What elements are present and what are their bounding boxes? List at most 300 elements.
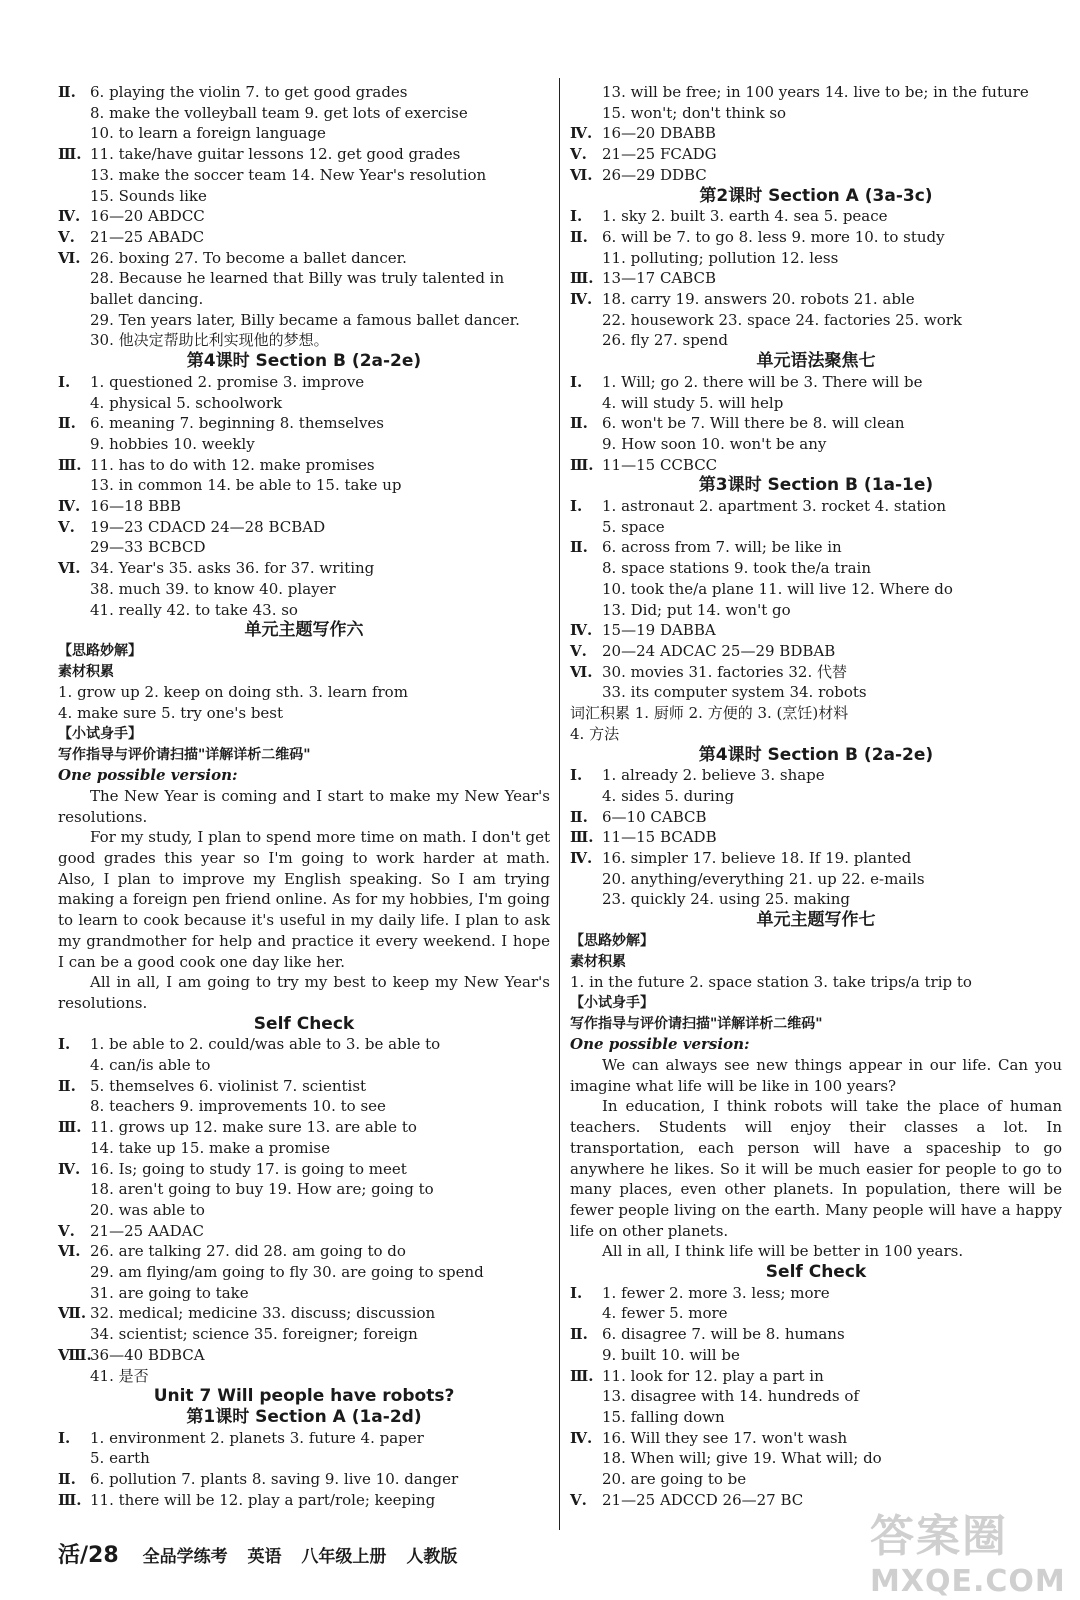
section-heading (570, 475, 1062, 496)
line-text: 16. Is; going to study 17. is going to meet (90, 1159, 407, 1178)
roman-numeral: Ⅲ. (58, 145, 82, 164)
answer-line (570, 434, 1062, 455)
answer-line (570, 641, 1062, 662)
answer-line (58, 1428, 550, 1449)
line-text: 31. are going to take (90, 1283, 249, 1302)
line-text: 13. in common 14. be able to 15. take up (90, 476, 402, 495)
line-text: 11. there will be 12. play a part/role; keeping (90, 1490, 436, 1509)
roman-numeral: Ⅳ. (58, 497, 81, 516)
answer-line (58, 517, 550, 538)
essay-paragraph (570, 1055, 1062, 1096)
answer-line (58, 537, 550, 558)
subheading (58, 641, 550, 662)
version-label (58, 765, 550, 786)
answer-line (58, 1076, 550, 1097)
line-text: 素材积累 (58, 663, 114, 680)
answer-line (570, 413, 1062, 434)
line-text: 6—10 CABCB (602, 807, 707, 826)
essay-paragraph (58, 827, 550, 972)
answer-line (570, 662, 1062, 683)
answer-line (58, 413, 550, 434)
line-text: 第1课时 Section A (1a-2d) (186, 1407, 422, 1427)
line-text: 13. will be free; in 100 years 14. live to be; in the future (602, 83, 1029, 101)
section-heading (570, 1262, 1062, 1283)
line-text: 41. really 42. to take 43. so (90, 600, 298, 619)
line-text: One possible version: (570, 1035, 750, 1054)
line-text: Self Check (765, 1262, 867, 1283)
line-text: 32. medical; medicine 33. discuss; discussion (90, 1304, 436, 1323)
line-text: 29. am flying/am going to fly 30. are going to spend (90, 1263, 484, 1282)
answer-line (58, 1448, 550, 1469)
roman-numeral: Ⅴ. (58, 227, 75, 246)
line-text: 10. to learn a foreign language (90, 124, 326, 143)
line-text: 第2课时 Section A (3a-3c) (699, 185, 933, 206)
roman-numeral: Ⅰ. (58, 1428, 71, 1447)
roman-numeral: Ⅴ. (58, 1221, 75, 1240)
line-text: 第3课时 Section B (1a-1e) (698, 475, 934, 496)
line-text: 4. 方法 (570, 724, 620, 743)
answer-line (570, 455, 1062, 476)
line-text: 【小试身手】 (58, 725, 142, 742)
line-text: 6. won't be 7. Will there be 8. will clean (602, 414, 905, 433)
answer-line (58, 268, 550, 289)
watermark-url: MXQE.COM (870, 1564, 1066, 1599)
roman-numeral: Ⅰ. (58, 372, 71, 391)
line-text: 9. How soon 10. won't be any (602, 434, 827, 453)
answer-line (570, 393, 1062, 414)
answer-line (58, 372, 550, 393)
roman-numeral: Ⅰ. (58, 1035, 71, 1054)
line-text: 素材积累 (570, 953, 626, 970)
essay-paragraph (58, 786, 550, 827)
answer-line (58, 310, 550, 331)
line-text: 20. anything/everything 21. up 22. e-mails (602, 869, 925, 888)
line-text: 1. already 2. believe 3. shape (602, 766, 825, 785)
line-text: ballet dancing. (90, 290, 204, 309)
line-text: 18. carry 19. answers 20. robots 21. able (602, 290, 915, 309)
answer-line (58, 1221, 550, 1242)
answer-line (58, 289, 550, 310)
answer-line (58, 186, 550, 207)
roman-numeral: Ⅱ. (570, 414, 588, 433)
subheading (570, 993, 1062, 1014)
line-text: 34. scientist; science 35. foreigner; foreign (90, 1325, 418, 1344)
roman-numeral: Ⅴ. (58, 517, 75, 536)
section-heading (570, 186, 1062, 207)
edition-label: 人教版 (406, 1547, 458, 1567)
line-text: 单元主题写作七 (756, 910, 876, 931)
line-text: 20—24 ADCAC 25—29 BDBAB (602, 641, 836, 660)
line-text: 15. won't; don't think so (602, 103, 787, 122)
answer-line (58, 1469, 550, 1490)
answer-line (570, 1303, 1062, 1324)
answer-line (58, 1283, 550, 1304)
line-text: 19—23 CDACD 24—28 BCBAD (90, 517, 326, 536)
line-text: In education, I think robots will take the place of human teachers. Students will enjoy their classes a lot. In transportation, each person will have a spaceship to go anywhere he likes. So it will be much easier for people to go to many places, even other planets. In population, there will be fewer people living on the earth. Many people will have a happy life on other planets. (570, 1097, 1062, 1240)
essay-paragraph (570, 1241, 1062, 1262)
line-text: 34. Year's 35. asks 36. for 37. writing (90, 559, 375, 578)
answer-line (58, 455, 550, 476)
answer-line (570, 869, 1062, 890)
answer-line (58, 1055, 550, 1076)
answer-line (58, 600, 550, 621)
roman-numeral: Ⅲ. (570, 455, 594, 474)
line-text: 4. can/is able to (90, 1056, 211, 1075)
roman-numeral: Ⅵ. (58, 248, 81, 267)
line-text: 13. Did; put 14. won't go (602, 600, 791, 619)
answer-line (58, 1366, 550, 1387)
line-text: 4. fewer 5. more (602, 1304, 728, 1323)
section-heading (58, 351, 550, 372)
line-text: 15. Sounds like (90, 186, 207, 205)
answer-line (58, 1200, 550, 1221)
line-text: Unit 7 Will people have robots? (153, 1386, 455, 1407)
line-text: 词汇积累 1. 厨师 2. 方便的 3. (烹饪)材料 (570, 704, 849, 723)
line-text: 5. themselves 6. violinist 7. scientist (90, 1076, 367, 1095)
line-text: 1. fewer 2. more 3. less; more (602, 1283, 830, 1302)
answer-line (58, 393, 550, 414)
column-divider (559, 78, 560, 1530)
roman-numeral: Ⅰ. (570, 372, 583, 391)
answer-line (58, 330, 550, 351)
answer-line (570, 765, 1062, 786)
answer-line (58, 248, 550, 269)
line-text: The New Year is coming and I start to make my New Year's resolutions. (58, 786, 550, 826)
section-heading (570, 910, 1062, 931)
roman-numeral: Ⅵ. (570, 662, 593, 681)
line-text: 16. simpler 17. believe 18. If 19. planted (602, 849, 912, 868)
answer-line (570, 972, 1062, 993)
version-label (570, 1034, 1062, 1055)
line-text: 23. quickly 24. using 25. making (602, 890, 850, 909)
roman-numeral: Ⅱ. (570, 538, 588, 557)
roman-numeral: Ⅲ. (58, 1490, 82, 1509)
line-text: All in all, I think life will be better in 100 years. (602, 1242, 964, 1261)
line-text: 4. sides 5. during (602, 786, 735, 805)
line-text: 28. Because he learned that Billy was truly talented in (90, 269, 505, 288)
line-text: One possible version: (58, 766, 238, 785)
roman-numeral: Ⅱ. (58, 83, 76, 101)
roman-numeral: Ⅳ. (570, 849, 593, 868)
answer-line (58, 103, 550, 124)
answer-line (570, 496, 1062, 517)
subheading (570, 1014, 1062, 1035)
answer-line (570, 848, 1062, 869)
line-text: 单元语法聚焦七 (756, 351, 876, 372)
answer-line (570, 517, 1062, 538)
book-title: 全品学练考 (142, 1547, 228, 1567)
subheading (570, 952, 1062, 973)
roman-numeral: Ⅵ. (570, 165, 593, 184)
answer-line (570, 1386, 1062, 1407)
section-heading (58, 1407, 550, 1428)
watermark-logo (870, 1500, 1070, 1599)
roman-numeral: Ⅴ. (570, 145, 587, 164)
right-column (570, 82, 1062, 1511)
line-text: 8. teachers 9. improvements 10. to see (90, 1097, 386, 1116)
answer-line (58, 1262, 550, 1283)
line-text: 11—15 BCADB (602, 828, 717, 847)
line-text: 30. 他决定帮助比利实现他的梦想。 (90, 331, 329, 350)
line-text: 29. Ten years later, Billy became a famous ballet dancer. (90, 310, 520, 329)
line-text: 21—25 ABADC (90, 227, 205, 246)
line-text: 15—19 DABBA (602, 621, 716, 640)
section-heading (570, 745, 1062, 766)
line-text: 【小试身手】 (570, 994, 654, 1011)
roman-numeral: Ⅳ. (570, 124, 593, 143)
section-heading (58, 1386, 550, 1407)
line-text: 1. be able to 2. could/was able to 3. be able to (90, 1035, 441, 1054)
line-text: 21—25 AADAC (90, 1221, 204, 1240)
essay-paragraph (570, 1096, 1062, 1241)
line-text: 26. boxing 27. To become a ballet dancer. (90, 248, 407, 267)
answer-line (570, 703, 1062, 724)
line-text: 1. in the future 2. space station 3. take trips/a trip to (570, 973, 972, 992)
line-text: 41. 是否 (90, 1366, 149, 1385)
page-number: 活/28 (58, 1543, 119, 1568)
roman-numeral: Ⅳ. (58, 1159, 81, 1178)
line-text: 写作指导与评价请扫描"详解详析二维码" (58, 746, 311, 763)
line-text: 1. sky 2. built 3. earth 4. sea 5. peace (602, 207, 888, 226)
answer-line (570, 1448, 1062, 1469)
subheading (58, 662, 550, 683)
answer-line (570, 1283, 1062, 1304)
line-text: 16—20 ABDCC (90, 207, 205, 226)
answer-line (570, 724, 1062, 745)
answer-line (58, 1117, 550, 1138)
line-text: 20. are going to be (602, 1470, 747, 1489)
answer-line (58, 496, 550, 517)
roman-numeral: Ⅴ. (570, 1490, 587, 1509)
line-text: 38. much 39. to know 40. player (90, 579, 336, 598)
answer-line (58, 1159, 550, 1180)
answer-line (570, 268, 1062, 289)
answer-line (570, 330, 1062, 351)
essay-paragraph (58, 972, 550, 1013)
answer-line (58, 1138, 550, 1159)
roman-numeral: Ⅲ. (58, 1118, 82, 1137)
line-text: 5. earth (90, 1449, 150, 1468)
roman-numeral: Ⅵ. (58, 1242, 81, 1261)
line-text: 16. Will they see 17. won't wash (602, 1428, 848, 1447)
line-text: 第4课时 Section B (2a-2e) (698, 744, 934, 765)
answer-line (58, 206, 550, 227)
line-text: 18. aren't going to buy 19. How are; going to (90, 1180, 434, 1199)
line-text: 30. movies 31. factories 32. 代替 (602, 662, 848, 681)
answer-line (570, 1428, 1062, 1449)
answer-line (58, 703, 550, 724)
line-text: 1. questioned 2. promise 3. improve (90, 372, 365, 391)
line-text: 11—15 CCBCC (602, 455, 718, 474)
answer-line (570, 123, 1062, 144)
line-text: 6. will be 7. to go 8. less 9. more 10. to study (602, 227, 945, 246)
roman-numeral: Ⅳ. (58, 207, 81, 226)
answer-line (570, 1469, 1062, 1490)
line-text: 13—17 CABCB (602, 269, 717, 288)
line-text: 22. housework 23. space 24. factories 25. work (602, 310, 962, 329)
roman-numeral: Ⅱ. (58, 414, 76, 433)
line-text: 14. take up 15. make a promise (90, 1138, 330, 1157)
roman-numeral: Ⅱ. (570, 227, 588, 246)
roman-numeral: Ⅴ. (570, 641, 587, 660)
answer-line (570, 600, 1062, 621)
answer-line (570, 289, 1062, 310)
line-text: 11. polluting; pollution 12. less (602, 248, 839, 267)
line-text: 6. pollution 7. plants 8. saving 9. live 10. danger (90, 1470, 459, 1489)
roman-numeral: Ⅰ. (570, 1283, 583, 1302)
roman-numeral: Ⅱ. (570, 807, 588, 826)
answer-line (58, 82, 550, 103)
answer-line (58, 1179, 550, 1200)
subheading (58, 745, 550, 766)
line-text: 4. physical 5. schoolwork (90, 393, 283, 412)
roman-numeral: Ⅵ. (58, 559, 81, 578)
answer-line (570, 1345, 1062, 1366)
answer-line (58, 1345, 550, 1366)
answer-line (58, 165, 550, 186)
roman-numeral: Ⅰ. (570, 766, 583, 785)
line-text: 20. was able to (90, 1200, 205, 1219)
roman-numeral: Ⅱ. (58, 1470, 76, 1489)
answer-line (570, 227, 1062, 248)
grade-label: 八年级上册 (301, 1547, 387, 1567)
answer-line (58, 1034, 550, 1055)
line-text: Self Check (253, 1013, 355, 1034)
line-text: 6. playing the violin 7. to get good grades (90, 83, 408, 101)
answer-line (58, 227, 550, 248)
answer-line (570, 827, 1062, 848)
line-text: 13. disagree with 14. hundreds of (602, 1387, 859, 1406)
line-text: 4. make sure 5. try one's best (58, 704, 284, 723)
line-text: 11. has to do with 12. make promises (90, 455, 375, 474)
answer-line (570, 310, 1062, 331)
answer-line (570, 372, 1062, 393)
line-text: 6. meaning 7. beginning 8. themselves (90, 414, 385, 433)
answer-line (58, 579, 550, 600)
line-text: We can always see new things appear in our life. Can you imagine what life will be like in 100 years? (570, 1056, 1062, 1095)
line-text: 第4课时 Section B (2a-2e) (186, 351, 422, 372)
line-text: 6. across from 7. will; be like in (602, 538, 842, 557)
line-text: 1. environment 2. planets 3. future 4. paper (90, 1428, 424, 1447)
answer-line (570, 807, 1062, 828)
line-text: 21—25 ADCCD 26—27 BC (602, 1490, 804, 1509)
line-text: 9. hobbies 10. weekly (90, 434, 255, 453)
line-text: 单元主题写作六 (244, 620, 364, 641)
line-text: 写作指导与评价请扫描"详解详析二维码" (570, 1015, 823, 1032)
section-heading (570, 351, 1062, 372)
answer-line (570, 206, 1062, 227)
line-text: 11. take/have guitar lessons 12. get good grades (90, 145, 461, 164)
roman-numeral: Ⅱ. (58, 1076, 76, 1095)
line-text: 33. its computer system 34. robots (602, 683, 867, 702)
answer-line (58, 1490, 550, 1511)
line-text: 21—25 FCADG (602, 145, 717, 164)
answer-line (570, 889, 1062, 910)
answer-line (570, 1407, 1062, 1428)
line-text: 16—20 DBABB (602, 124, 716, 143)
answer-line (570, 144, 1062, 165)
roman-numeral: Ⅶ. (58, 1304, 87, 1323)
answer-line (570, 82, 1062, 103)
line-text: 16—18 BBB (90, 497, 182, 516)
line-text: 1. Will; go 2. there will be 3. There will be (602, 372, 923, 391)
line-text: 13. make the soccer team 14. New Year's resolution (90, 165, 487, 184)
answer-line (58, 144, 550, 165)
roman-numeral: Ⅲ. (570, 1366, 594, 1385)
line-text: 1. astronaut 2. apartment 3. rocket 4. station (602, 497, 947, 516)
line-text: 11. look for 12. play a part in (602, 1366, 824, 1385)
answer-line (570, 1324, 1062, 1345)
page-footer (58, 1538, 471, 1569)
answer-line (58, 123, 550, 144)
line-text: 8. space stations 9. took the/a train (602, 559, 871, 578)
subheading (570, 931, 1062, 952)
answer-line (58, 558, 550, 579)
answer-line (570, 786, 1062, 807)
roman-numeral: Ⅷ. (58, 1345, 92, 1364)
line-text: 26. fly 27. spend (602, 331, 728, 350)
line-text: 26. are talking 27. did 28. am going to do (90, 1242, 406, 1261)
answer-line (570, 682, 1062, 703)
subject-label: 英语 (247, 1547, 282, 1567)
answer-line (570, 537, 1062, 558)
answer-line (58, 434, 550, 455)
line-text: 29—33 BCBCD (90, 538, 206, 557)
line-text: 4. will study 5. will help (602, 393, 784, 412)
answer-line (570, 165, 1062, 186)
line-text: 8. make the volleyball team 9. get lots of exercise (90, 103, 468, 122)
line-text: 6. disagree 7. will be 8. humans (602, 1325, 845, 1344)
roman-numeral: Ⅱ. (570, 1325, 588, 1344)
answer-line (58, 682, 550, 703)
line-text: 9. built 10. will be (602, 1345, 740, 1364)
roman-numeral: Ⅰ. (570, 207, 583, 226)
roman-numeral: Ⅲ. (570, 828, 594, 847)
line-text: 10. took the/a plane 11. will live 12. Where do (602, 579, 953, 598)
line-text: 36—40 BDBCA (90, 1345, 205, 1364)
answer-line (570, 620, 1062, 641)
line-text: For my study, I plan to spend more time on math. I don't get good grades this year so I'm going to work harder at math. Also, I plan to improve my English speaking. So I am trying making a foreign pen friend online. As for my hobbies, I'm going to learn to cook because it's useful in my daily life. I plan to ask my grandmother for help and practice it every weekend. I hope I can be a good cook one day like her. (58, 828, 550, 971)
line-text: 【思路妙解】 (570, 932, 654, 949)
answer-line (570, 558, 1062, 579)
roman-numeral: Ⅰ. (570, 497, 583, 516)
roman-numeral: Ⅳ. (570, 1428, 593, 1447)
section-heading (58, 1014, 550, 1035)
answer-line (58, 1324, 550, 1345)
answer-line (570, 1366, 1062, 1387)
answer-line (570, 579, 1062, 600)
answer-line (58, 1241, 550, 1262)
line-text: 26—29 DDBC (602, 165, 707, 184)
answer-line (58, 1096, 550, 1117)
answer-line (58, 475, 550, 496)
line-text: 18. When will; give 19. What will; do (602, 1449, 882, 1468)
line-text: 15. falling down (602, 1408, 725, 1426)
roman-numeral: Ⅳ. (570, 621, 593, 640)
line-text: 5. space (602, 517, 665, 536)
watermark-text: 答案圈 (870, 1511, 1008, 1562)
section-heading (58, 620, 550, 641)
line-text: 【思路妙解】 (58, 642, 142, 659)
roman-numeral: Ⅳ. (570, 290, 593, 309)
line-text: 1. grow up 2. keep on doing sth. 3. learn from (58, 683, 408, 702)
line-text: 11. grows up 12. make sure 13. are able to (90, 1118, 417, 1137)
line-text: All in all, I am going to try my best to keep my New Year's resolutions. (58, 973, 550, 1012)
answer-line (58, 1303, 550, 1324)
left-column (58, 82, 550, 1511)
roman-numeral: Ⅲ. (570, 269, 594, 288)
answer-line (570, 248, 1062, 269)
